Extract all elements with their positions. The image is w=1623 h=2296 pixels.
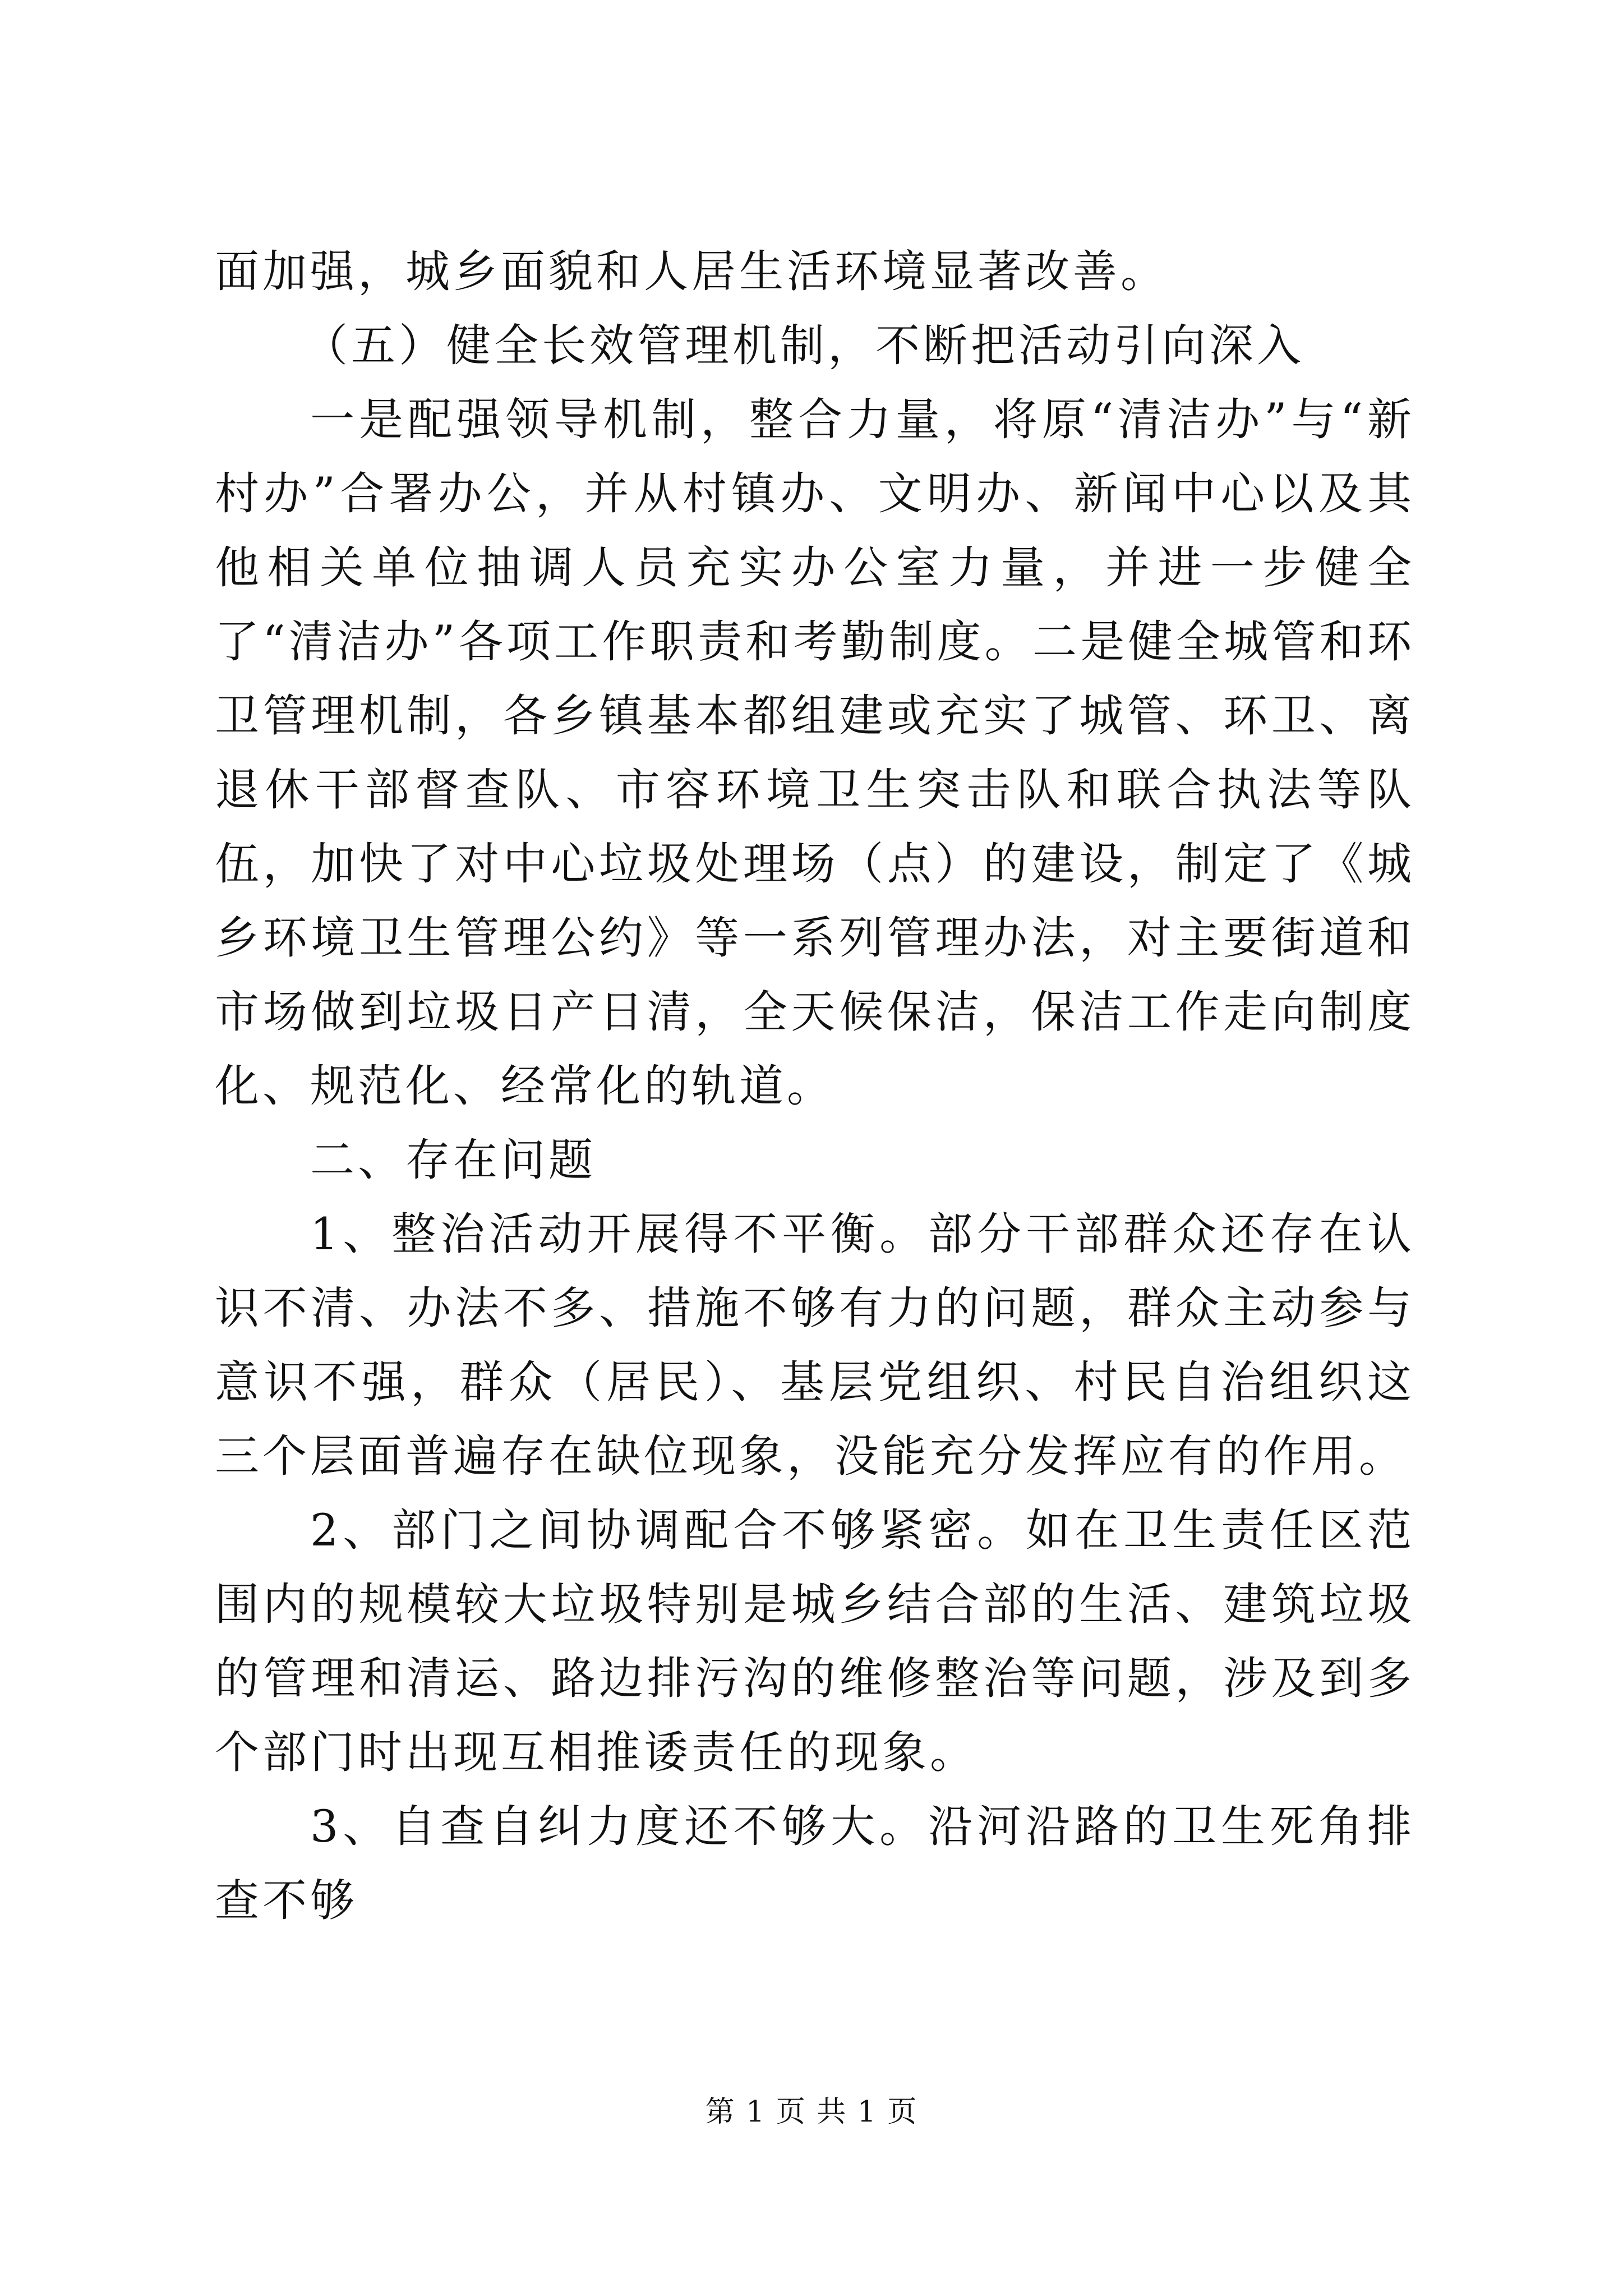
section-heading-problems: 二、存在问题 bbox=[310, 1134, 596, 1186]
paragraph-problem-3: 3、自查自纠力度还不够大。沿河沿路的卫生死角排查不够 bbox=[215, 1801, 1415, 1926]
section-heading-five: （五）健全长效管理机制，不断把活动引向深入 bbox=[303, 320, 1304, 371]
document-body bbox=[215, 234, 1415, 1938]
paragraph-problem-1: 1、整治活动开展得不平衡。部分干部群众还存在认识不清、办法不多、措施不够有力的问题，群众主动参与意识不强，群众（居民）、基层党组织、村民自治组织这三个层面普遍存在缺位现象，没能充分发挥应有的作用。 bbox=[215, 1208, 1415, 1482]
paragraph-mechanism: 一是配强领导机制，整合力量，将原“清洁办”与“新村办”合署办公，并从村镇办、文明办、新闻中心以及其他相关单位抽调人员充实办公室力量，并进一步健全了“清洁办”各项工作职责和考勤制度。二是健全城管和环卫管理机制，各乡镇基本都组建或充实了城管、环卫、离退休干部督查队、市容环境卫生突击队和联合执法等队伍，加快了对中心垃圾处理场（点）的建设，制定了《城乡环境卫生管理公约》等一系列管理办法，对主要街道和市场做到垃圾日产日清，全天候保洁，保洁工作走向制度化、规范化、经常化的轨道。 bbox=[215, 394, 1415, 1112]
page-number-footer: 第 1 页 共 1 页 bbox=[705, 2095, 918, 2129]
paragraph-continuation: 面加强，城乡面貌和人居生活环境显著改善。 bbox=[215, 246, 1168, 297]
paragraph-problem-2: 2、部门之间协调配合不够紧密。如在卫生责任区范围内的规模较大垃圾特别是城乡结合部的生活、建筑垃圾的管理和清运、路边排污沟的维修整治等问题，涉及到多个部门时出现互相推诿责任的现象。 bbox=[215, 1504, 1415, 1778]
